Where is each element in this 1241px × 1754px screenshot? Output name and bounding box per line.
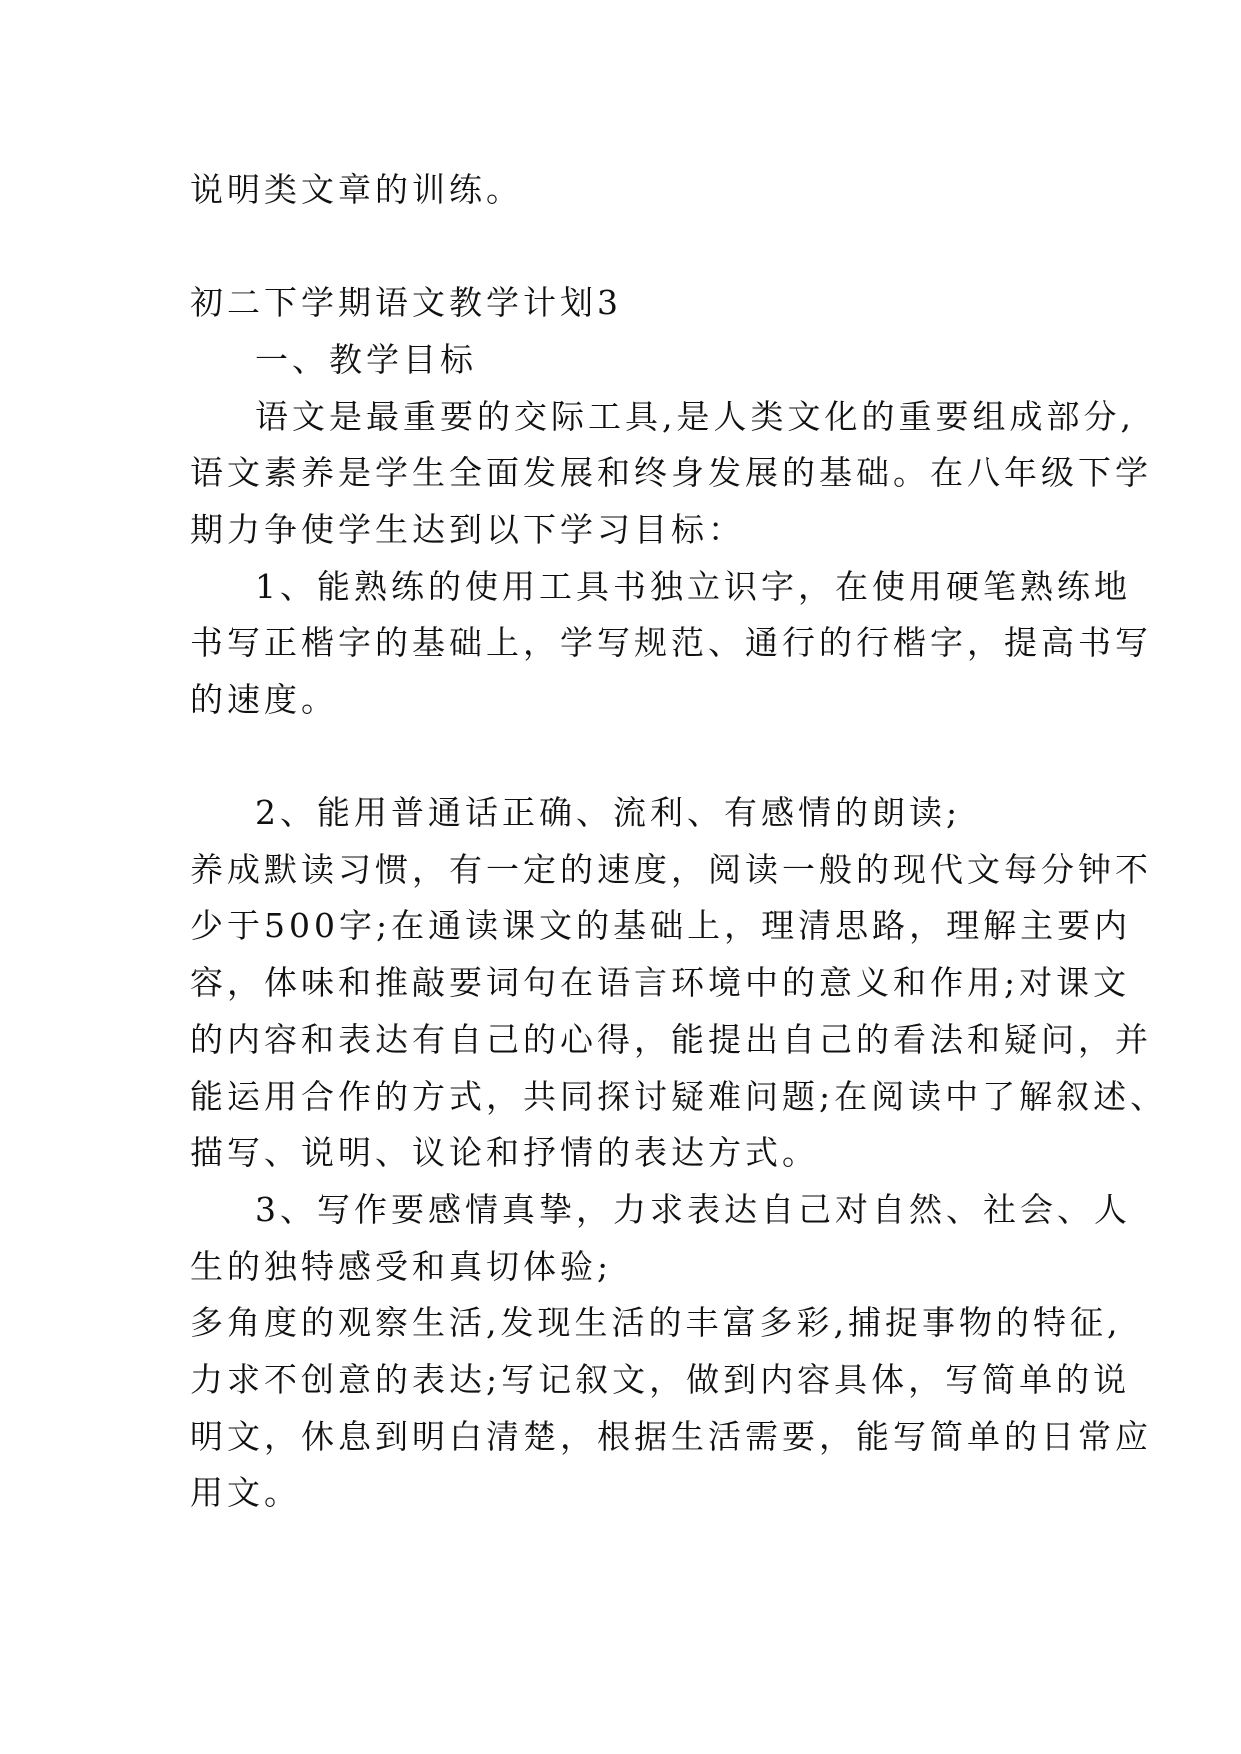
text-line: 语文素养是学生全面发展和终身发展的基础。在八年级下学 (190, 453, 1152, 492)
text-line: 明文，休息到明白清楚，根据生活需要，能写简单的日常应 (190, 1417, 1152, 1456)
text-line: 3、写作要感情真挚，力求表达自己对自然、社会、人 (255, 1190, 1131, 1229)
text-line: 用文。 (190, 1473, 301, 1512)
text-line: 容，体味和推敲要词句在语言环境中的意义和作用;对课文 (190, 963, 1131, 1002)
subsection-heading: 一、教学目标 (255, 340, 477, 379)
text-line: 力求不创意的表达;写记叙文，做到内容具体，写简单的说 (190, 1360, 1131, 1399)
text-line: 描写、说明、议论和抒情的表达方式。 (190, 1133, 819, 1172)
text-line: 语文是最重要的交际工具,是人类文化的重要组成部分, (255, 397, 1135, 436)
text-line: 多角度的观察生活,发现生活的丰富多彩,捕捉事物的特征, (190, 1303, 1122, 1342)
text-line: 1、能熟练的使用工具书独立识字，在使用硬笔熟练地 (255, 567, 1131, 606)
text-line: 少于500字;在通读课文的基础上，理清思路，理解主要内 (190, 906, 1132, 945)
text-line: 养成默读习惯，有一定的速度，阅读一般的现代文每分钟不 (190, 850, 1152, 889)
text-line: 的内容和表达有自己的心得，能提出自己的看法和疑问，并 (190, 1020, 1152, 1059)
text-line: 2、能用普通话正确、流利、有感情的朗读; (255, 793, 962, 832)
text-line: 说明类文章的训练。 (190, 170, 523, 209)
text-line: 书写正楷字的基础上，学写规范、通行的行楷字，提高书写 (190, 623, 1152, 662)
text-line: 生的独特感受和真切体验; (190, 1247, 613, 1286)
text-line: 能运用合作的方式，共同探讨疑难问题;在阅读中了解叙述、 (190, 1077, 1168, 1116)
text-line: 的速度。 (190, 680, 338, 719)
text-line: 期力争使学生达到以下学习目标： (190, 510, 745, 549)
section-heading: 初二下学期语文教学计划3 (190, 283, 622, 322)
